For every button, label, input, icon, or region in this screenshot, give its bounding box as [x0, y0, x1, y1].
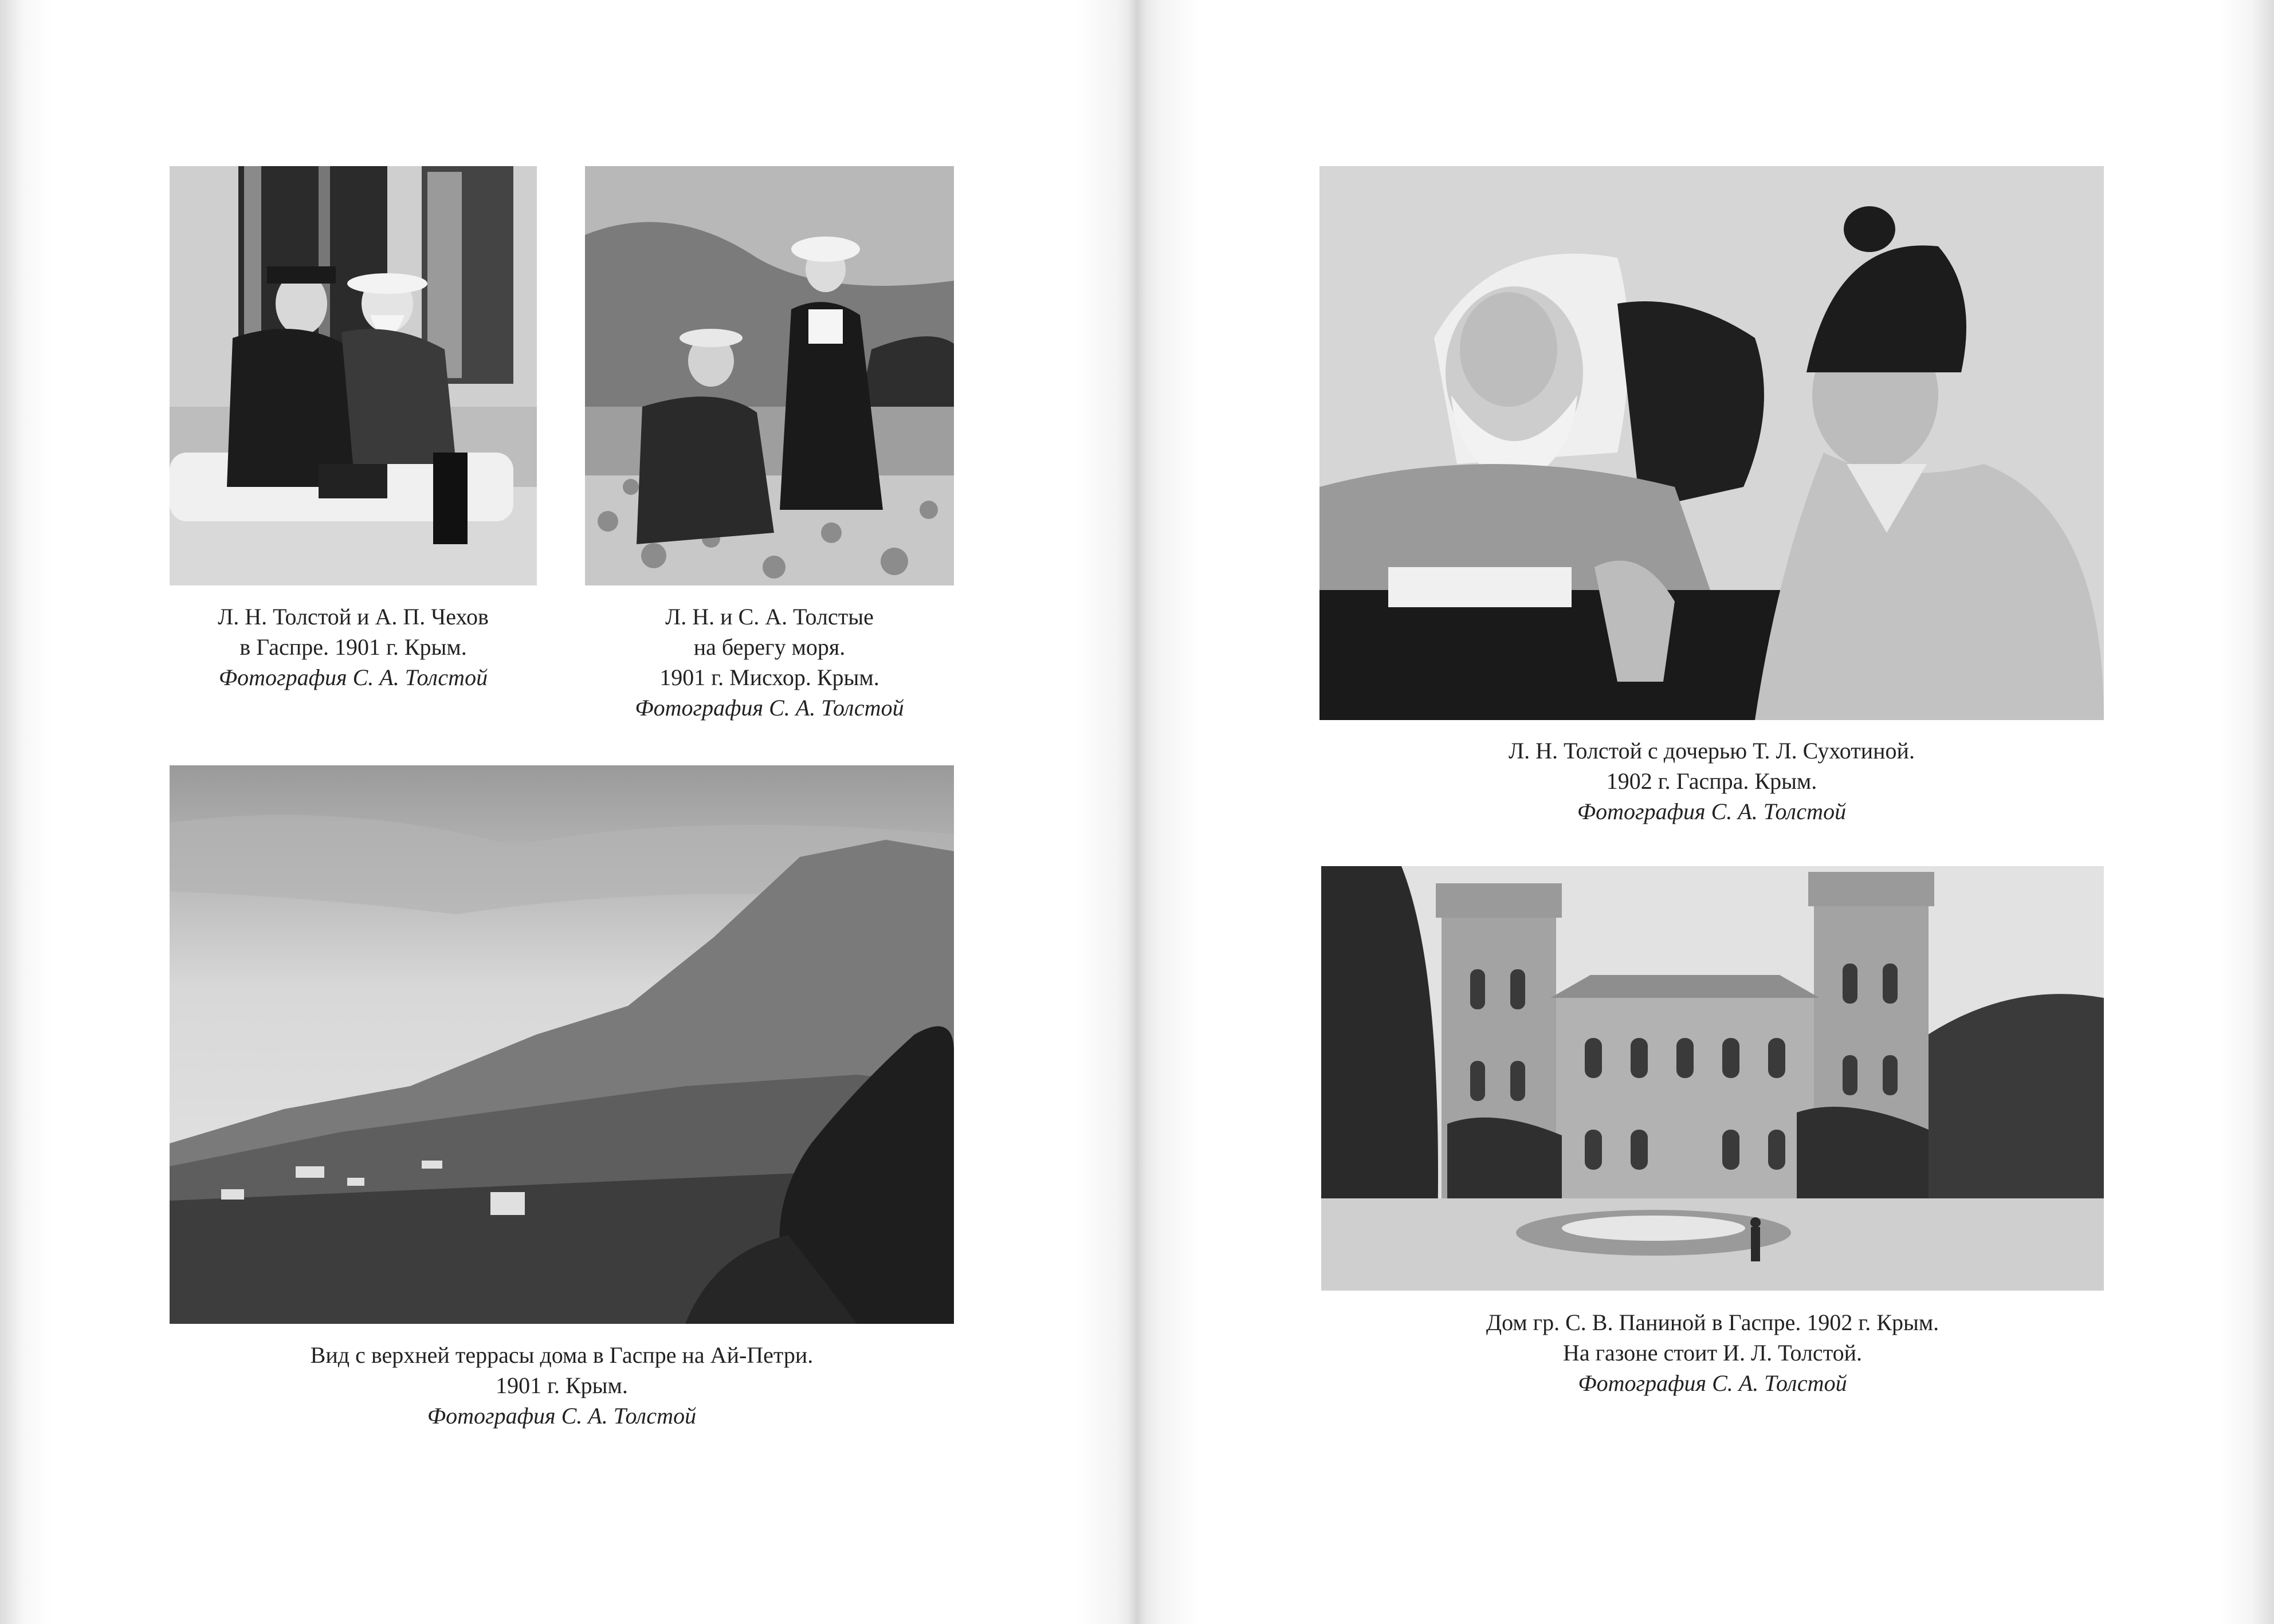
caption-line: Дом гр. С. В. Паниной в Гаспре. 1902 г. Крым.: [1486, 1310, 1939, 1335]
photo-panina-house: [1321, 866, 2104, 1291]
photo-tolstoy-daughter: [1319, 166, 2104, 720]
photo-credit: Фотография С. А. Толстой: [1578, 1370, 1847, 1396]
caption-line: 1901 г. Мисхор. Крым.: [659, 664, 879, 690]
caption-line: На газоне стоит И. Л. Толстой.: [1562, 1340, 1863, 1366]
photo-credit: Фотография С. А. Толстой: [635, 695, 904, 721]
caption-line: Л. Н. и С. А. Толстые: [665, 604, 874, 630]
caption-tolstoys-seashore: [585, 601, 954, 723]
photo-ai-petri-view: [170, 765, 954, 1324]
photo-credit: Фотография С. А. Толстой: [427, 1403, 697, 1429]
photo-tolstoy-chekhov: [170, 166, 537, 585]
caption-line: 1901 г. Крым.: [496, 1373, 628, 1398]
caption-line: 1902 г. Гаспра. Крым.: [1606, 768, 1817, 794]
photo-credit: Фотография С. А. Толстой: [1577, 799, 1847, 824]
caption-tolstoy-daughter: [1319, 736, 2104, 827]
caption-panina-house: [1321, 1307, 2104, 1398]
caption-line: Л. Н. Толстой и А. П. Чехов: [218, 604, 489, 630]
book-gutter: [1129, 0, 1146, 1624]
caption-line: в Гаспре. 1901 г. Крым.: [239, 634, 467, 660]
caption-ai-petri-view: [170, 1340, 954, 1431]
caption-line: Л. Н. Толстой с дочерью Т. Л. Сухотиной.: [1509, 738, 1915, 764]
photo-credit: Фотография С. А. Толстой: [218, 664, 488, 690]
caption-line: на берегу моря.: [693, 634, 846, 660]
caption-line: Вид с верхней террасы дома в Гаспре на Ай-Петри.: [310, 1342, 814, 1368]
caption-tolstoy-chekhov: [170, 601, 537, 693]
photo-tolstoys-seashore: [585, 166, 954, 585]
